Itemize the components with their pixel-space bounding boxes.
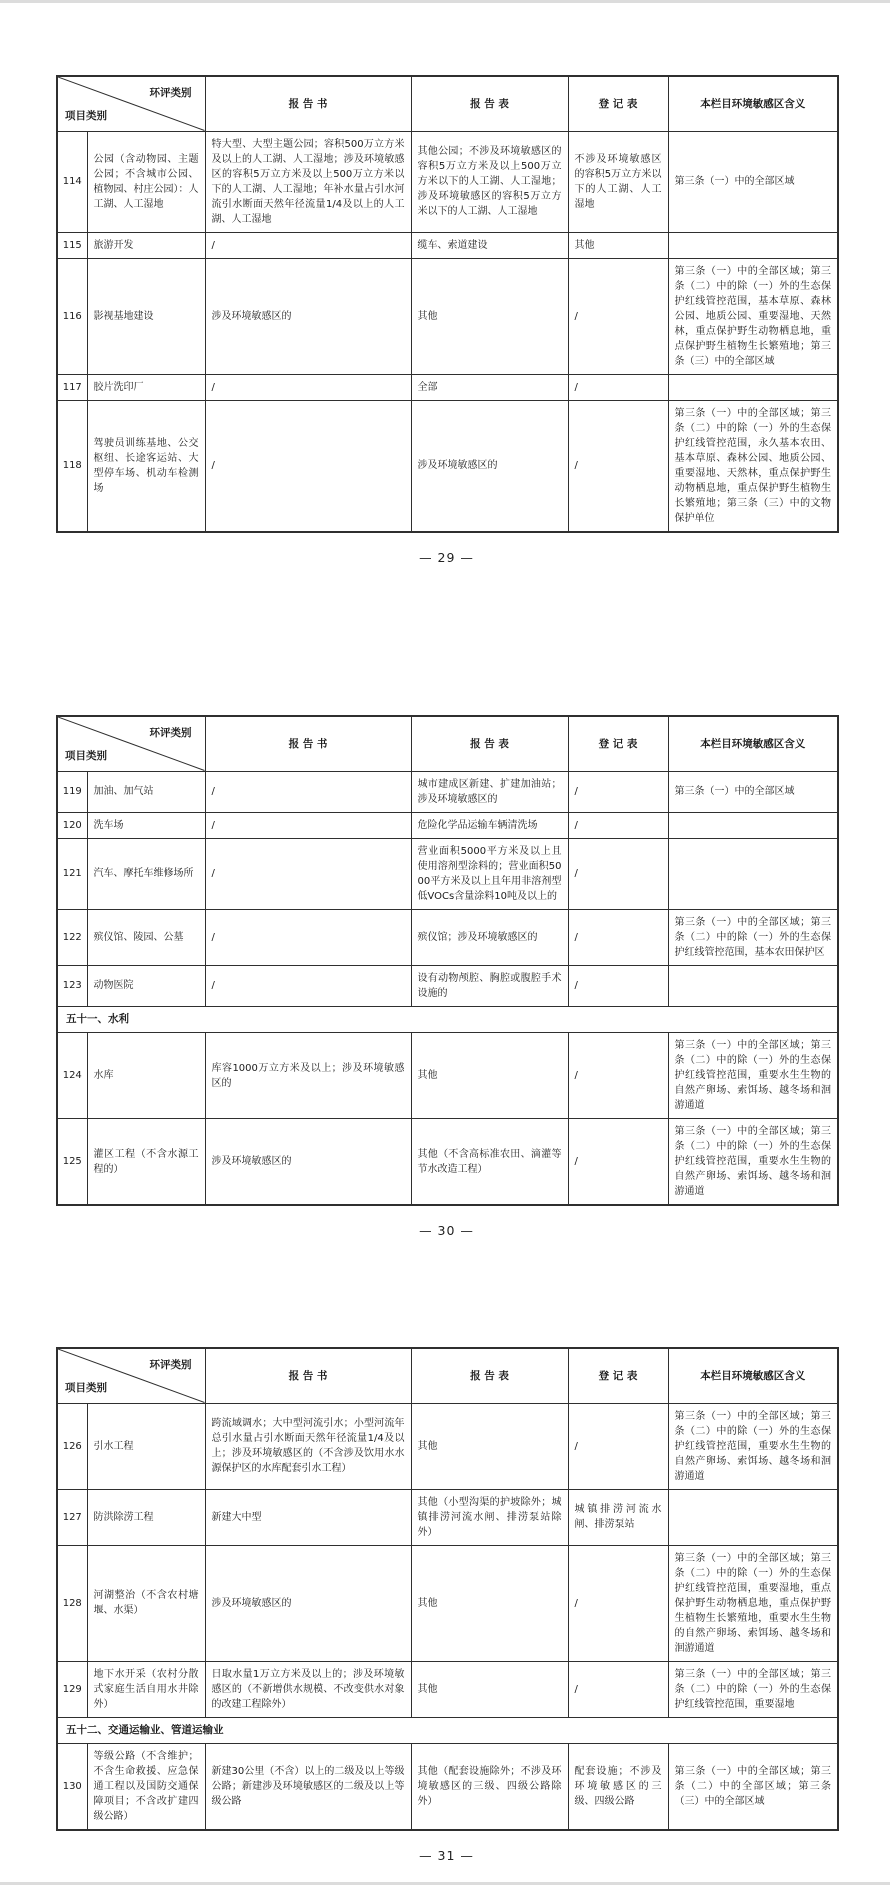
sensitive-area-cell: 第三条（一）中的全部区域；第三条（二）中的除（一）外的生态保护红线管控范围，基本农田保护区	[668, 909, 838, 965]
table-row	[57, 1119, 838, 1206]
sensitive-area-cell: 第三条（一）中的全部区域；第三条（二）中的除（一）外的生态保护红线管控范围，重要水生生物的自然产卵场、索饵场、越冬场和洄游通道	[668, 1033, 838, 1119]
report-book-cell: /	[205, 812, 411, 838]
table-row	[57, 374, 838, 400]
sensitive-area-cell	[668, 965, 838, 1006]
row-number: 124	[57, 1033, 87, 1119]
header-category-axis-cell	[57, 1348, 205, 1403]
report-form-cell: 其他	[411, 258, 568, 374]
registration-form-cell: /	[568, 400, 668, 532]
report-book-cell: /	[205, 232, 411, 258]
row-number: 129	[57, 1661, 87, 1717]
report-form-cell: 其他（配套设施除外；不涉及环境敏感区的三级、四级公路除外）	[411, 1744, 568, 1831]
row-number: 130	[57, 1744, 87, 1831]
registration-form-cell: /	[568, 965, 668, 1006]
report-book-cell: 涉及环境敏感区的	[205, 258, 411, 374]
report-form-cell: 其他	[411, 1033, 568, 1119]
row-number: 118	[57, 400, 87, 532]
header-registration-form: 登 记 表	[568, 1348, 668, 1403]
classification-table	[56, 715, 839, 1206]
project-category-cell: 等级公路（不含维护；不含生命救援、应急保通工程以及国防交通保障项目；不含改扩建四级公路）	[87, 1744, 205, 1831]
header-sensitive-meaning: 本栏目环境敏感区含义	[668, 1348, 838, 1403]
row-number: 127	[57, 1489, 87, 1545]
classification-table	[56, 75, 839, 533]
report-book-cell: 涉及环境敏感区的	[205, 1545, 411, 1661]
header-report-book: 报 告 书	[205, 1348, 411, 1403]
report-form-cell: 其他（不含高标准农田、滴灌等节水改造工程）	[411, 1119, 568, 1206]
project-category-cell: 河湖整治（不含农村塘堰、水渠）	[87, 1545, 205, 1661]
sensitive-area-cell: 第三条（一）中的全部区域；第三条（二）中的全部区域；第三条（三）中的全部区域	[668, 1744, 838, 1831]
table-row	[57, 1545, 838, 1661]
report-form-cell: 涉及环境敏感区的	[411, 400, 568, 532]
registration-form-cell: /	[568, 909, 668, 965]
table-row	[57, 1744, 838, 1831]
report-book-cell: 库容1000万立方米及以上；涉及环境敏感区的	[205, 1033, 411, 1119]
report-book-cell: 跨流域调水；大中型河流引水；小型河流年总引水量占引水断面天然年径流量1/4及以上；涉及环境敏感区的（不含涉及饮用水水源保护区的水库配套引水工程）	[205, 1403, 411, 1489]
header-sensitive-meaning: 本栏目环境敏感区含义	[668, 716, 838, 771]
registration-form-cell: /	[568, 1545, 668, 1661]
row-number: 120	[57, 812, 87, 838]
header-project-type-label: 项目类别	[65, 1381, 107, 1394]
sensitive-area-cell: 第三条（一）中的全部区域；第三条（二）中的除（一）外的生态保护红线管控范围，永久基本农田、基本草原、森林公园、地质公园、重要湿地、天然林，重点保护野生动物栖息地，重点保护野生植物生长繁殖地；第三条（三）中的文物保护单位	[668, 400, 838, 532]
header-report-form: 报 告 表	[411, 716, 568, 771]
project-category-cell: 影视基地建设	[87, 258, 205, 374]
table-row	[57, 258, 838, 374]
sensitive-area-cell	[668, 374, 838, 400]
table-row	[57, 965, 838, 1006]
project-category-cell: 公园（含动物园、主题公园；不含城市公园、植物园、村庄公园）：人工湖、人工湿地	[87, 131, 205, 232]
header-category-axis-cell	[57, 716, 205, 771]
report-form-cell: 设有动物颅腔、胸腔或腹腔手术设施的	[411, 965, 568, 1006]
project-category-cell: 旅游开发	[87, 232, 205, 258]
project-category-cell: 汽车、摩托车维修场所	[87, 838, 205, 909]
registration-form-cell: /	[568, 771, 668, 812]
header-row	[57, 716, 838, 771]
header-report-book: 报 告 书	[205, 76, 411, 131]
row-number: 117	[57, 374, 87, 400]
report-book-cell: /	[205, 838, 411, 909]
table-row	[57, 812, 838, 838]
row-number: 116	[57, 258, 87, 374]
registration-form-cell: 城镇排涝河流水闸、排涝泵站	[568, 1489, 668, 1545]
sensitive-area-cell: 第三条（一）中的全部区域；第三条（二）中的除（一）外的生态保护红线管控范围，重要湿地，重点保护野生动物栖息地，重点保护野生植物生长繁殖地，重要水生生物的自然产卵场、索饵场、越冬场和洄游通道	[668, 1545, 838, 1661]
table-row	[57, 771, 838, 812]
table-row	[57, 909, 838, 965]
header-category-axis-cell	[57, 76, 205, 131]
header-registration-form: 登 记 表	[568, 76, 668, 131]
header-project-type-label: 项目类别	[65, 109, 107, 122]
project-category-cell: 引水工程	[87, 1403, 205, 1489]
sensitive-area-cell	[668, 1489, 838, 1545]
registration-form-cell: /	[568, 258, 668, 374]
registration-form-cell: /	[568, 374, 668, 400]
report-form-cell: 其他（小型沟渠的护坡除外；城镇排涝河流水闸、排涝泵站除外）	[411, 1489, 568, 1545]
report-form-cell: 殡仪馆；涉及环境敏感区的	[411, 909, 568, 965]
report-book-cell: /	[205, 909, 411, 965]
report-book-cell: 新建30公里（不含）以上的二级及以上等级公路；新建涉及环境敏感区的二级及以上等级公路	[205, 1744, 411, 1831]
row-number: 122	[57, 909, 87, 965]
registration-form-cell: /	[568, 812, 668, 838]
sensitive-area-cell	[668, 232, 838, 258]
report-book-cell: 特大型、大型主题公园；容积500万立方米及以上的人工湖、人工湿地；涉及环境敏感区的容积5万立方米及以上500万立方米以下的人工湖、人工湿地；年补水量占引水河流引水断面天然年径流量1/4及以上的人工湖、人工湿地	[205, 131, 411, 232]
registration-form-cell: /	[568, 1403, 668, 1489]
header-eia-type-label: 环评类别	[149, 87, 192, 99]
row-number: 125	[57, 1119, 87, 1206]
header-row	[57, 76, 838, 131]
header-eia-type-label: 环评类别	[149, 1359, 192, 1371]
table-row	[57, 232, 838, 258]
sensitive-area-cell: 第三条（一）中的全部区域；第三条（二）中的除（一）外的生态保护红线管控范围，重要湿地	[668, 1661, 838, 1717]
table-row	[57, 838, 838, 909]
report-form-cell: 危险化学品运输车辆清洗场	[411, 812, 568, 838]
table-row	[57, 400, 838, 532]
registration-form-cell: /	[568, 1033, 668, 1119]
section-header: 五十一、水利	[57, 1006, 838, 1033]
project-category-cell: 洗车场	[87, 812, 205, 838]
report-form-cell: 其他	[411, 1403, 568, 1489]
registration-form-cell: /	[568, 1661, 668, 1717]
report-form-cell: 城市建成区新建、扩建加油站；涉及环境敏感区的	[411, 771, 568, 812]
project-category-cell: 动物医院	[87, 965, 205, 1006]
project-category-cell: 灌区工程（不含水源工程的）	[87, 1119, 205, 1206]
eia-table-block-1	[56, 75, 837, 565]
row-number: 128	[57, 1545, 87, 1661]
eia-table-block-2	[56, 715, 837, 1238]
sensitive-area-cell: 第三条（一）中的全部区域；第三条（二）中的除（一）外的生态保护红线管控范围，重要水生生物的自然产卵场、索饵场、越冬场和洄游通道	[668, 1119, 838, 1206]
report-book-cell: /	[205, 965, 411, 1006]
project-category-cell: 防洪除涝工程	[87, 1489, 205, 1545]
project-category-cell: 殡仪馆、陵园、公墓	[87, 909, 205, 965]
table-row	[57, 1661, 838, 1717]
table-row	[57, 131, 838, 232]
project-category-cell: 驾驶员训练基地、公交枢纽、长途客运站、大型停车场、机动车检测场	[87, 400, 205, 532]
header-report-book: 报 告 书	[205, 716, 411, 771]
page-edge-bottom	[0, 1882, 890, 1885]
registration-form-cell: /	[568, 838, 668, 909]
report-book-cell: /	[205, 771, 411, 812]
page-edge-top	[0, 0, 890, 3]
report-book-cell: /	[205, 400, 411, 532]
header-report-form: 报 告 表	[411, 76, 568, 131]
table-row	[57, 1033, 838, 1119]
row-number: 121	[57, 838, 87, 909]
project-category-cell: 水库	[87, 1033, 205, 1119]
registration-form-cell: 不涉及环境敏感区的容积5万立方米以下的人工湖、人工湿地	[568, 131, 668, 232]
project-category-cell: 地下水开采（农村分散式家庭生活自用水井除外）	[87, 1661, 205, 1717]
registration-form-cell: 配套设施；不涉及环境敏感区的三级、四级公路	[568, 1744, 668, 1831]
section-row	[57, 1006, 838, 1033]
header-project-type-label: 项目类别	[65, 749, 107, 762]
eia-table-block-3	[56, 1347, 837, 1863]
header-report-form: 报 告 表	[411, 1348, 568, 1403]
section-row	[57, 1717, 838, 1744]
header-registration-form: 登 记 表	[568, 716, 668, 771]
report-form-cell: 其他	[411, 1661, 568, 1717]
project-category-cell: 加油、加气站	[87, 771, 205, 812]
header-row	[57, 1348, 838, 1403]
table-row	[57, 1489, 838, 1545]
sensitive-area-cell: 第三条（一）中的全部区域；第三条（二）中的除（一）外的生态保护红线管控范围，重要水生生物的自然产卵场、索饵场、越冬场和洄游通道	[668, 1403, 838, 1489]
page-number: — 31 —	[419, 1848, 474, 1864]
report-form-cell: 其他	[411, 1545, 568, 1661]
header-eia-type-label: 环评类别	[149, 727, 192, 739]
report-form-cell: 其他公园；不涉及环境敏感区的容积5万立方米及以上500万立方米以下的人工湖、人工湿地；涉及环境敏感区的容积5万立方米以下的人工湖、人工湿地	[411, 131, 568, 232]
classification-table	[56, 1347, 839, 1831]
sensitive-area-cell: 第三条（一）中的全部区域；第三条（二）中的除（一）外的生态保护红线管控范围，基本草原、森林公园、地质公园、重要湿地、天然林，重点保护野生动物栖息地，重点保护野生植物生长繁殖地；第三条（三）中的全部区域	[668, 258, 838, 374]
row-number: 115	[57, 232, 87, 258]
header-sensitive-meaning: 本栏目环境敏感区含义	[668, 76, 838, 131]
report-book-cell: 日取水量1万立方米及以上的；涉及环境敏感区的（不新增供水规模、不改变供水对象的改建工程除外）	[205, 1661, 411, 1717]
report-form-cell: 全部	[411, 374, 568, 400]
row-number: 126	[57, 1403, 87, 1489]
page-number: — 29 —	[419, 549, 474, 565]
registration-form-cell: 其他	[568, 232, 668, 258]
sensitive-area-cell	[668, 812, 838, 838]
sensitive-area-cell	[668, 838, 838, 909]
report-form-cell: 营业面积5000平方米及以上且使用溶剂型涂料的；营业面积5000平方米及以上且年用非溶剂型低VOCs含量涂料10吨及以上的	[411, 838, 568, 909]
sensitive-area-cell: 第三条（一）中的全部区域	[668, 771, 838, 812]
row-number: 114	[57, 131, 87, 232]
report-form-cell: 缆车、索道建设	[411, 232, 568, 258]
row-number: 123	[57, 965, 87, 1006]
registration-form-cell: /	[568, 1119, 668, 1206]
sensitive-area-cell: 第三条（一）中的全部区域	[668, 131, 838, 232]
report-book-cell: 涉及环境敏感区的	[205, 1119, 411, 1206]
project-category-cell: 胶片洗印厂	[87, 374, 205, 400]
report-book-cell: 新建大中型	[205, 1489, 411, 1545]
table-row	[57, 1403, 838, 1489]
section-header: 五十二、交通运输业、管道运输业	[57, 1717, 838, 1744]
report-book-cell: /	[205, 374, 411, 400]
page-number: — 30 —	[419, 1223, 474, 1239]
row-number: 119	[57, 771, 87, 812]
